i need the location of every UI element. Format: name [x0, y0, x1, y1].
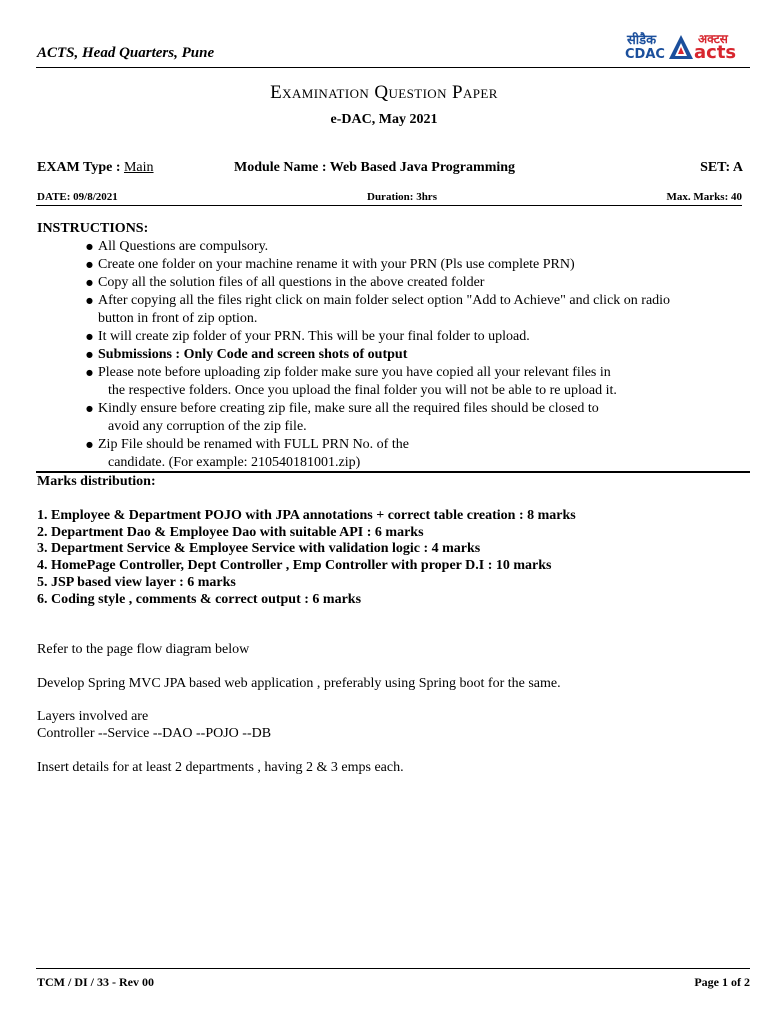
body-paragraph: Layers involved are [37, 709, 149, 724]
exam-set: SET: A [700, 160, 743, 175]
module-name: Module Name : Web Based Java Programming [234, 160, 516, 175]
exam-info-row [37, 160, 743, 178]
instruction-item: ● Submissions : Only Code and screen shots of output [86, 346, 686, 364]
instruction-item: ● Create one folder on your machine rename it with your PRN (Pls use complete PRN) [86, 256, 686, 274]
marks-list [37, 508, 576, 608]
instruction-item: ● Please note before uploading zip folder make sure you have copied all your relevant files in the respective folders. Once you upload the final folder you will not be able to re upload it. [86, 364, 686, 400]
institution-name: ACTS, Head Quarters, Pune [37, 45, 215, 61]
document-title: Examination Question Paper [270, 82, 498, 103]
instruction-item: ● All Questions are compulsory. [86, 238, 686, 256]
marks-item: 3. Department Service & Employee Service with validation logic : 4 marks [37, 541, 481, 557]
body-paragraph: Controller --Service --DAO --POJO --DB [37, 726, 272, 741]
instruction-item: ● Kindly ensure before creating zip file, make sure all the required files should be closed to avoid any corruption of the zip file. [86, 400, 686, 436]
logo-acts-hindi: अक्टस [698, 32, 728, 46]
logo-mark-icon [668, 34, 694, 60]
logo-cdac-text: CDAC [625, 47, 665, 62]
footer-divider [36, 968, 750, 969]
logo-acts-text: acts [694, 42, 737, 63]
document-code: TCM / DI / 33 - Rev 00 [37, 975, 154, 989]
marks-title: Marks distribution: [37, 474, 156, 489]
marks-item: 4. HomePage Controller, Dept Controller , Emp Controller with proper D.I : 10 marks [37, 558, 552, 574]
exam-date: DATE: 09/8/2021 [37, 191, 118, 203]
instructions-title: INSTRUCTIONS: [37, 221, 149, 236]
instruction-item: ● It will create zip folder of your PRN. This will be your final folder to upload. [86, 328, 686, 346]
exam-max-marks: Max. Marks: 40 [666, 191, 742, 203]
marks-item: 5. JSP based view layer : 6 marks [37, 574, 236, 590]
marks-item: 1. Employee & Department POJO with JPA annotations + correct table creation : 8 marks [37, 508, 576, 523]
document-subtitle: e-DAC, May 2021 [330, 112, 438, 127]
instructions-divider [36, 471, 750, 473]
header-divider [36, 67, 750, 68]
exam-meta-row [37, 191, 742, 205]
cdac-acts-logo [622, 30, 750, 64]
body-paragraph: Insert details for at least 2 departments , having 2 & 3 emps each. [37, 760, 404, 775]
exam-type-value: Main [123, 160, 154, 175]
exam-type [37, 160, 154, 176]
body-paragraph: Develop Spring MVC JPA based web application , preferably using Spring boot for the same. [37, 676, 561, 691]
body-paragraph: Refer to the page flow diagram below [37, 642, 250, 657]
logo-cdac-hindi: सीडैक [627, 33, 657, 48]
marks-item: 2. Department Dao & Employee Dao with suitable API : 6 marks [37, 524, 424, 540]
instruction-item: ● After copying all the files right click on main folder select option "Add to Achieve" and click on radio button in front of zip option. [86, 292, 686, 328]
instructions-list [86, 238, 686, 472]
page-number: Page 1 of 2 [694, 975, 750, 989]
exam-type-label: EXAM Type : [37, 160, 124, 175]
instruction-item: ● Zip File should be renamed with FULL PRN No. of the candidate. (For example: 210540181001.zip) [86, 436, 686, 472]
instruction-item: ● Copy all the solution files of all questions in the above created folder [86, 274, 686, 292]
meta-divider [36, 205, 742, 206]
exam-duration: Duration: 3hrs [367, 191, 437, 203]
marks-item: 6. Coding style , comments & correct output : 6 marks [37, 591, 362, 607]
